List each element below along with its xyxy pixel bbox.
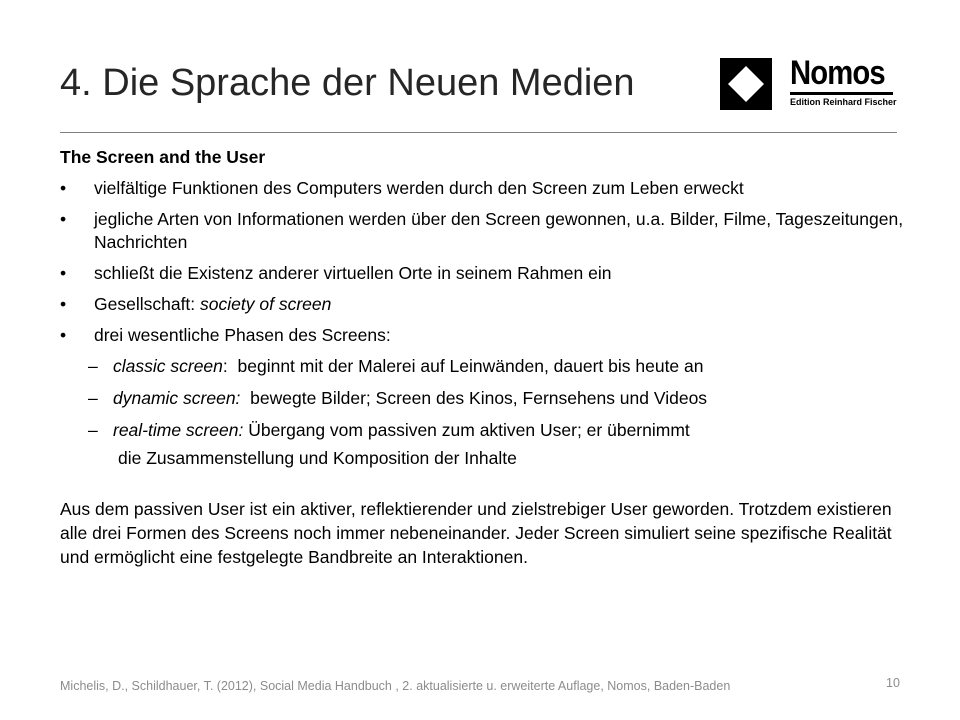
phase-separator: :: [222, 356, 238, 376]
bullet-text: jegliche Arten von Informationen werden über den Screen gewonnen, u.a. Bilder, Filme, Tageszeitungen, Nachrichten: [94, 209, 904, 252]
bullet-item: [60, 324, 905, 347]
bullet-glyph: •: [60, 325, 67, 345]
phase-item: [60, 355, 905, 378]
bullet-glyph: •: [60, 209, 67, 229]
bullet-glyph: •: [60, 294, 67, 314]
phase-item: [60, 419, 905, 442]
slide-title: 4. Die Sprache der Neuen Medien: [60, 62, 635, 104]
page-number: 10: [886, 676, 900, 690]
nomos-logo: [720, 56, 900, 112]
bullet-text: drei wesentliche Phasen des Screens:: [94, 325, 391, 345]
bullet-text-prefix: Gesellschaft:: [94, 294, 201, 314]
phase-text: bewegte Bilder; Screen des Kinos, Fernsehens und Videos: [250, 388, 708, 408]
bullet-text: schließt die Existenz anderer virtuellen Orte in seinem Rahmen ein: [94, 263, 612, 283]
bullet-glyph: •: [60, 178, 67, 198]
phase-text: beginnt mit der Malerei auf Leinwänden, dauert bis heute an: [237, 356, 704, 376]
bullet-item: [60, 262, 905, 285]
phase-item: [60, 387, 905, 410]
subheading: The Screen and the User: [60, 147, 266, 167]
logo-name: Nomos: [790, 54, 885, 92]
diamond-logo-icon: [720, 58, 772, 110]
dash-glyph: –: [88, 388, 98, 408]
bullet-item: [60, 177, 905, 200]
phase-continuation: die Zusammenstellung und Komposition der Inhalte: [118, 448, 517, 468]
dash-glyph: –: [88, 356, 98, 376]
bullet-item: [60, 293, 905, 316]
bullet-item: [60, 208, 905, 254]
slide-content: [60, 146, 905, 569]
logo-subtitle: Edition Reinhard Fischer: [790, 97, 897, 107]
bullet-glyph: •: [60, 263, 67, 283]
phase-separator: [240, 388, 250, 408]
phase-term: classic screen: [113, 356, 223, 376]
summary-paragraph: Aus dem passiven User ist ein aktiver, reflektierender und zielstrebiger User geworden. Trotzdem existieren alle drei Formen des Screens noch immer nebeneinander. Jeder Screen simuliert seine spezifische Realität und ermöglicht eine festgelegte Bandbreite an Interaktionen.: [60, 499, 892, 567]
dash-glyph: –: [88, 420, 98, 440]
title-divider: [60, 132, 897, 133]
footer-citation: Michelis, D., Schildhauer, T. (2012), Social Media Handbuch , 2. aktualisierte u. erweiterte Auflage, Nomos, Baden-Baden: [60, 679, 731, 693]
phase-text: Übergang vom passiven zum aktiven User; er übernimmt: [248, 420, 690, 440]
phase-term: dynamic screen:: [113, 388, 241, 408]
bullet-text: vielfältige Funktionen des Computers werden durch den Screen zum Leben erweckt: [94, 178, 744, 198]
logo-underline: [790, 92, 893, 95]
phase-term: real-time screen:: [113, 420, 244, 440]
bullet-text-emphasis: society of screen: [200, 294, 332, 314]
